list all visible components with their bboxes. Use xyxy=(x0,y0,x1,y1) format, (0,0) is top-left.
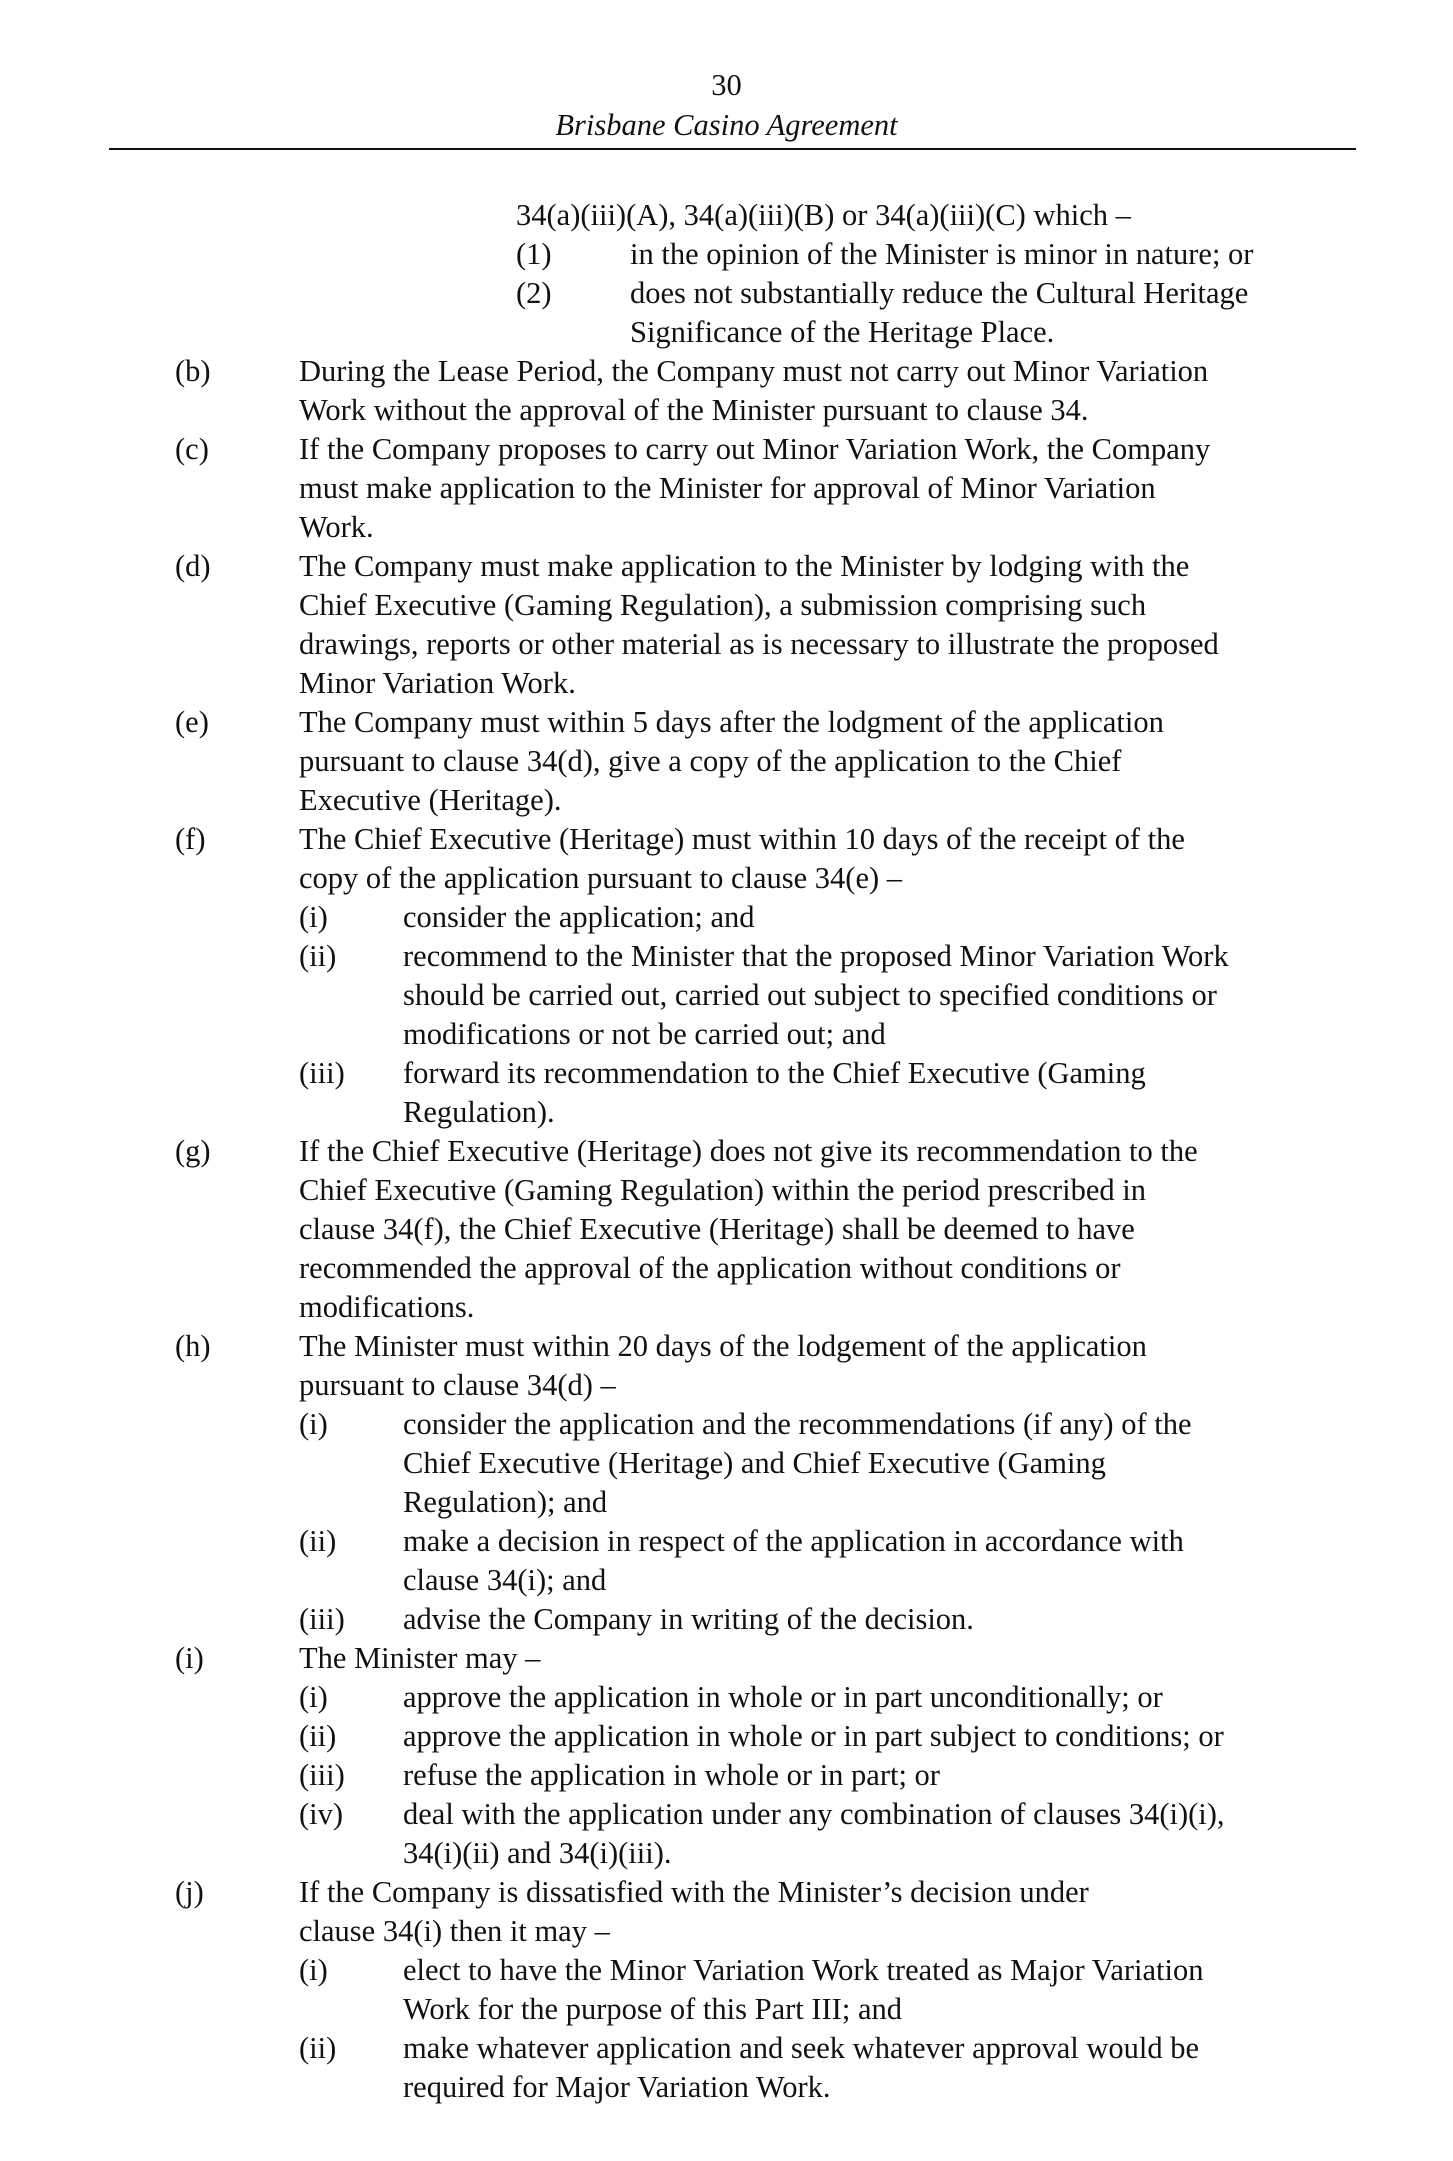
clause-text: Chief Executive (Gaming Regulation) within the period prescribed in xyxy=(299,1173,1146,1207)
subclause-line xyxy=(0,1561,1453,1600)
subclause-line xyxy=(0,1444,1453,1483)
subclause-label: (i) xyxy=(299,900,328,934)
subclause-line xyxy=(0,2029,1453,2068)
continuation-item-line xyxy=(0,313,1453,352)
subclause-text: clause 34(i); and xyxy=(403,1563,607,1597)
subclause-line xyxy=(0,2068,1453,2107)
clause-line xyxy=(0,1327,1453,1366)
subclause-line xyxy=(0,1990,1453,2029)
continuation-item-label: (1) xyxy=(516,237,552,271)
continuation-lead-line xyxy=(0,196,1453,235)
clause-text: Minor Variation Work. xyxy=(299,666,576,700)
subclause-line xyxy=(0,1093,1453,1132)
subclause-line xyxy=(0,1522,1453,1561)
clause-text: If the Chief Executive (Heritage) does not give its recommendation to the xyxy=(299,1134,1198,1168)
clause-text: pursuant to clause 34(d) – xyxy=(299,1368,616,1402)
subclause-label: (i) xyxy=(299,1407,328,1441)
subclause-text: elect to have the Minor Variation Work treated as Major Variation xyxy=(403,1953,1204,1987)
clause-text: must make application to the Minister for approval of Minor Variation xyxy=(299,471,1156,505)
subclause-text: Work for the purpose of this Part III; and xyxy=(403,1992,902,2026)
clause-text: modifications. xyxy=(299,1290,475,1324)
subclause-label: (i) xyxy=(299,1953,328,1987)
clause-line xyxy=(0,1366,1453,1405)
subclause-line xyxy=(0,976,1453,1015)
clause-text: The Company must within 5 days after the lodgment of the application xyxy=(299,705,1164,739)
subclause-line xyxy=(0,1405,1453,1444)
subclause-label: (i) xyxy=(299,1680,328,1714)
clause-text: clause 34(i) then it may – xyxy=(299,1914,610,1948)
subclause-text: make whatever application and seek whatever approval would be xyxy=(403,2031,1200,2065)
clause-line xyxy=(0,1873,1453,1912)
clause-label: (f) xyxy=(175,822,206,856)
clause-line xyxy=(0,859,1453,898)
clause-text: Work. xyxy=(299,510,374,544)
subclause-text: 34(i)(ii) and 34(i)(iii). xyxy=(403,1836,672,1870)
subclause-text: recommend to the Minister that the proposed Minor Variation Work xyxy=(403,939,1229,973)
clause-text: The Chief Executive (Heritage) must within 10 days of the receipt of the xyxy=(299,822,1185,856)
clause-label: (j) xyxy=(175,1875,204,1909)
subclause-text: refuse the application in whole or in part; or xyxy=(403,1758,940,1792)
clause-text: The Minister must within 20 days of the lodgement of the application xyxy=(299,1329,1147,1363)
continuation-item-line xyxy=(0,274,1453,313)
continuation-item-text: in the opinion of the Minister is minor in nature; or xyxy=(630,237,1254,271)
clause-line xyxy=(0,703,1453,742)
continuation-item-text: Significance of the Heritage Place. xyxy=(630,315,1055,349)
subclause-text: Chief Executive (Heritage) and Chief Executive (Gaming xyxy=(403,1446,1106,1480)
clause-label: (h) xyxy=(175,1329,211,1363)
clause-text: Work without the approval of the Minister pursuant to clause 34. xyxy=(299,393,1089,427)
clause-label: (i) xyxy=(175,1641,204,1675)
subclause-text: advise the Company in writing of the decision. xyxy=(403,1602,974,1636)
clause-text: Executive (Heritage). xyxy=(299,783,562,817)
subclause-line xyxy=(0,1015,1453,1054)
subclause-label: (ii) xyxy=(299,1524,337,1558)
subclause-text: Regulation). xyxy=(403,1095,555,1129)
subclause-line xyxy=(0,937,1453,976)
continuation-item-line xyxy=(0,235,1453,274)
clause-text: recommended the approval of the application without conditions or xyxy=(299,1251,1121,1285)
clause-line xyxy=(0,1288,1453,1327)
subclause-line xyxy=(0,1951,1453,1990)
clause-line xyxy=(0,391,1453,430)
clause-label: (b) xyxy=(175,354,211,388)
clause-line xyxy=(0,1171,1453,1210)
clause-line xyxy=(0,664,1453,703)
clause-label: (d) xyxy=(175,549,211,583)
clause-label: (g) xyxy=(175,1134,211,1168)
subclause-line xyxy=(0,1600,1453,1639)
document-title: Brisbane Casino Agreement xyxy=(555,108,898,142)
continuation-item-text: does not substantially reduce the Cultural Heritage xyxy=(630,276,1249,310)
subclause-text: consider the application; and xyxy=(403,900,755,934)
page-number: 30 xyxy=(711,68,742,102)
subclause-text: required for Major Variation Work. xyxy=(403,2070,831,2104)
clause-line xyxy=(0,430,1453,469)
subclause-text: Regulation); and xyxy=(403,1485,608,1519)
clause-line xyxy=(0,820,1453,859)
clause-text: copy of the application pursuant to clause 34(e) – xyxy=(299,861,903,895)
clause-text: The Company must make application to the Minister by lodging with the xyxy=(299,549,1190,583)
clause-line xyxy=(0,625,1453,664)
subclause-label: (iv) xyxy=(299,1797,344,1831)
clause-line xyxy=(0,781,1453,820)
subclause-line xyxy=(0,1756,1453,1795)
subclause-text: should be carried out, carried out subject to specified conditions or xyxy=(403,978,1217,1012)
clause-line xyxy=(0,586,1453,625)
clause-line xyxy=(0,508,1453,547)
clause-text: If the Company proposes to carry out Minor Variation Work, the Company xyxy=(299,432,1211,466)
subclause-text: forward its recommendation to the Chief Executive (Gaming xyxy=(403,1056,1146,1090)
clause-line xyxy=(0,1912,1453,1951)
subclause-label: (iii) xyxy=(299,1602,345,1636)
subclause-line xyxy=(0,1795,1453,1834)
clause-text: During the Lease Period, the Company must not carry out Minor Variation xyxy=(299,354,1209,388)
subclause-label: (iii) xyxy=(299,1056,345,1090)
continuation-item-label: (2) xyxy=(516,276,552,310)
subclause-text: modifications or not be carried out; and xyxy=(403,1017,886,1051)
subclause-line xyxy=(0,1717,1453,1756)
clause-line xyxy=(0,547,1453,586)
clause-line xyxy=(0,1639,1453,1678)
clause-line xyxy=(0,1249,1453,1288)
subclause-line xyxy=(0,898,1453,937)
subclause-line xyxy=(0,1678,1453,1717)
header-rule xyxy=(109,148,1356,150)
clause-text: The Minister may – xyxy=(299,1641,541,1675)
document-body xyxy=(0,196,1453,2107)
clause-text: If the Company is dissatisfied with the Minister’s decision under xyxy=(299,1875,1089,1909)
subclause-label: (ii) xyxy=(299,939,337,973)
clause-line xyxy=(0,1132,1453,1171)
subclause-text: consider the application and the recommendations (if any) of the xyxy=(403,1407,1192,1441)
clause-text: pursuant to clause 34(d), give a copy of the application to the Chief xyxy=(299,744,1122,778)
clause-line xyxy=(0,469,1453,508)
subclause-text: deal with the application under any combination of clauses 34(i)(i), xyxy=(403,1797,1225,1831)
subclause-text: approve the application in whole or in part subject to conditions; or xyxy=(403,1719,1224,1753)
clause-label: (e) xyxy=(175,705,209,739)
clause-text: clause 34(f), the Chief Executive (Heritage) shall be deemed to have xyxy=(299,1212,1135,1246)
subclause-line xyxy=(0,1054,1453,1093)
subclause-label: (ii) xyxy=(299,1719,337,1753)
subclause-label: (ii) xyxy=(299,2031,337,2065)
subclause-text: make a decision in respect of the application in accordance with xyxy=(403,1524,1184,1558)
subclause-line xyxy=(0,1834,1453,1873)
clause-line xyxy=(0,742,1453,781)
clause-line xyxy=(0,1210,1453,1249)
clause-text: drawings, reports or other material as is necessary to illustrate the proposed xyxy=(299,627,1219,661)
subclause-text: approve the application in whole or in part unconditionally; or xyxy=(403,1680,1163,1714)
subclause-label: (iii) xyxy=(299,1758,345,1792)
clause-text: Chief Executive (Gaming Regulation), a submission comprising such xyxy=(299,588,1147,622)
continuation-lead-text: 34(a)(iii)(A), 34(a)(iii)(B) or 34(a)(iii)(C) which – xyxy=(516,198,1131,232)
clause-line xyxy=(0,352,1453,391)
subclause-line xyxy=(0,1483,1453,1522)
clause-label: (c) xyxy=(175,432,209,466)
